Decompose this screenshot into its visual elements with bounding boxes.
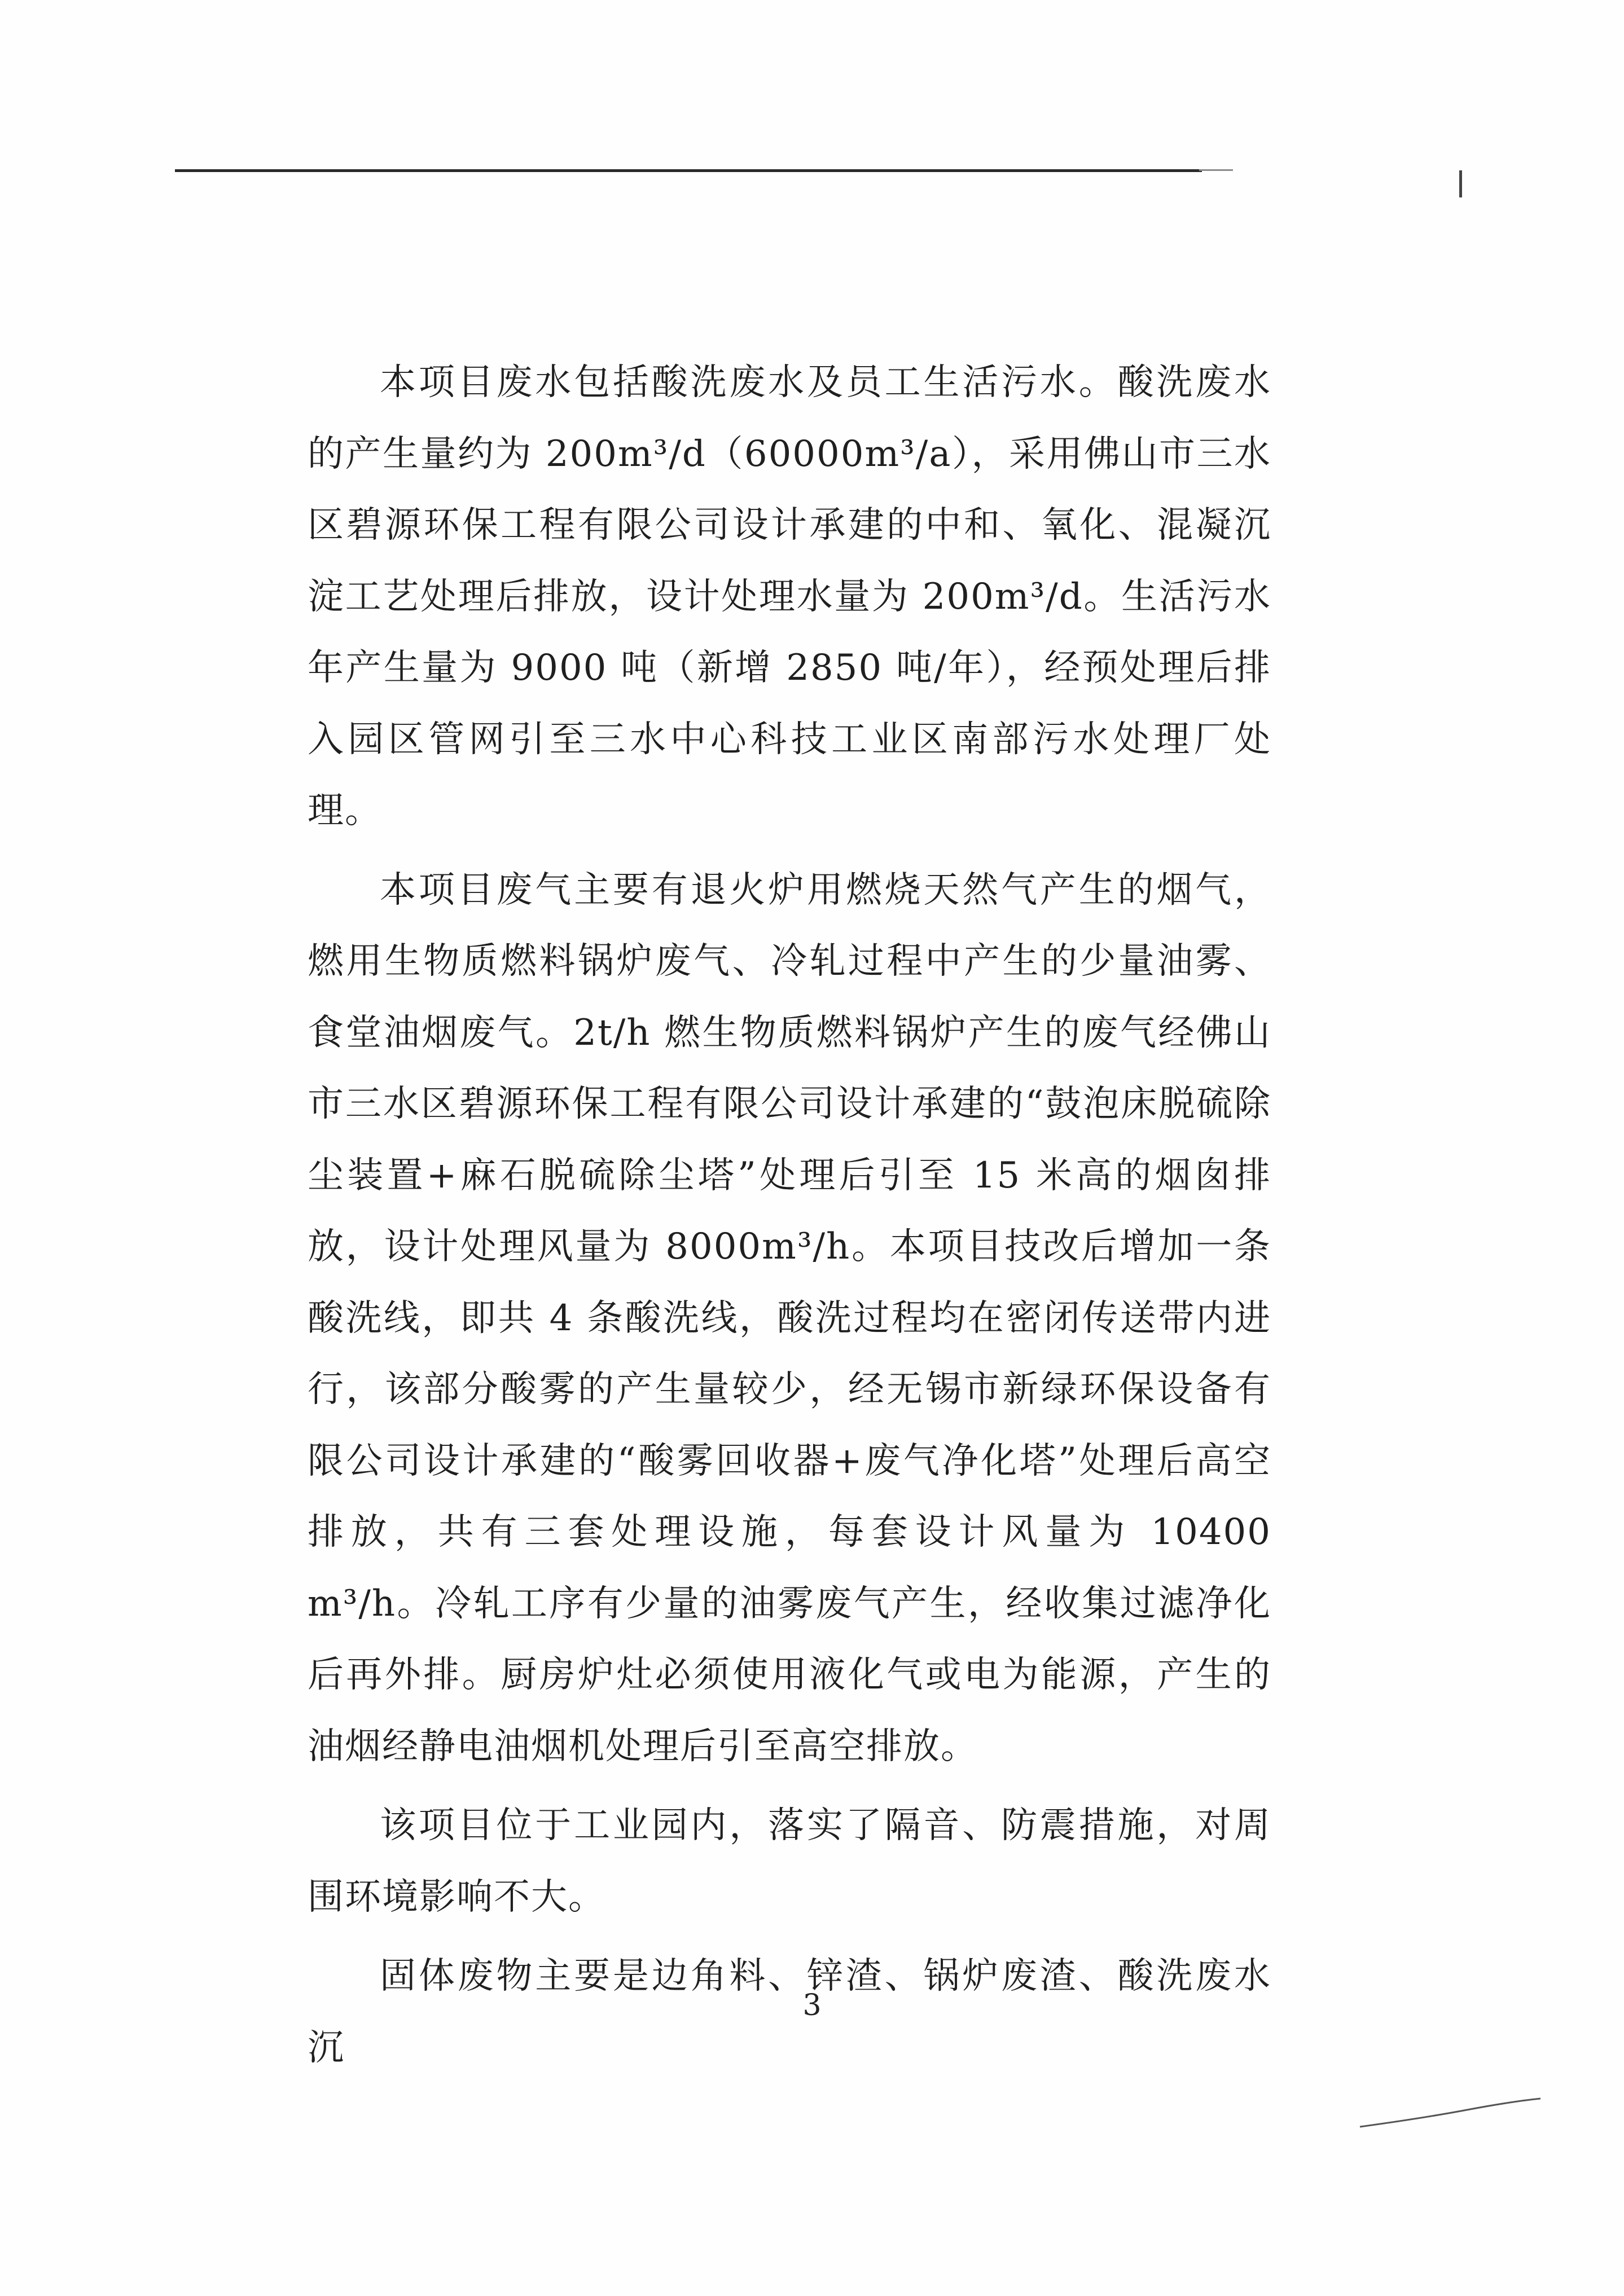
paragraph-wastewater: 本项目废水包括酸洗废水及员工生活污水。酸洗废水的产生量约为 200m³/d（60000m³/a），采用佛山市三水区碧源环保工程有限公司设计承建的中和、氧化、混凝沉淀工艺处理后排放，设计处理水量为 200m³/d。生活污水年产生量为 9000 吨（新增 2850 吨/年），经预处理后排入园区管网引至三水中心科技工业区南部污水处理厂处理。 bbox=[308, 362, 1271, 832]
scan-edge-mark bbox=[1459, 170, 1462, 197]
page-number: 3 bbox=[802, 1989, 822, 2022]
header-rule bbox=[175, 169, 1202, 172]
scan-artifact-curve bbox=[1354, 2087, 1546, 2132]
paragraph-noise: 该项目位于工业园内，落实了隔音、防震措施，对周围环境影响不大。 bbox=[308, 1805, 1271, 1918]
paragraph-exhaust-gas: 本项目废气主要有退火炉用燃烧天然气产生的烟气，燃用生物质燃料锅炉废气、冷轧过程中产生的少量油雾、食堂油烟废气。2t/h 燃生物质燃料锅炉产生的废气经佛山市三水区碧源环保工程有限公司设计承建的“鼓泡床脱硫除尘装置+麻石脱硫除尘塔”处理后引至 15 米高的烟囱排放，设计处理风量为 8000m³/h。本项目技改后增加一条酸洗线，即共 4 条酸洗线，酸洗过程均在密闭传送带内进行，该部分酸雾的产生量较少，经无锡市新绿环保设备有限公司设计承建的“酸雾回收器+废气净化塔”处理后高空排放，共有三套处理设施，每套设计风量为 10400 m³/h。冷轧工序有少量的油雾废气产生，经收集过滤净化后再外排。厨房炉灶必须使用液化气或电为能源，产生的油烟经静电油烟机处理后引至高空排放。 bbox=[308, 869, 1271, 1767]
header-rule-fragment bbox=[1199, 169, 1233, 171]
body-text bbox=[308, 347, 1271, 2083]
paragraph-solid-waste: 固体废物主要是边角料、锌渣、锅炉废渣、酸洗废水沉 bbox=[308, 1955, 1271, 2069]
